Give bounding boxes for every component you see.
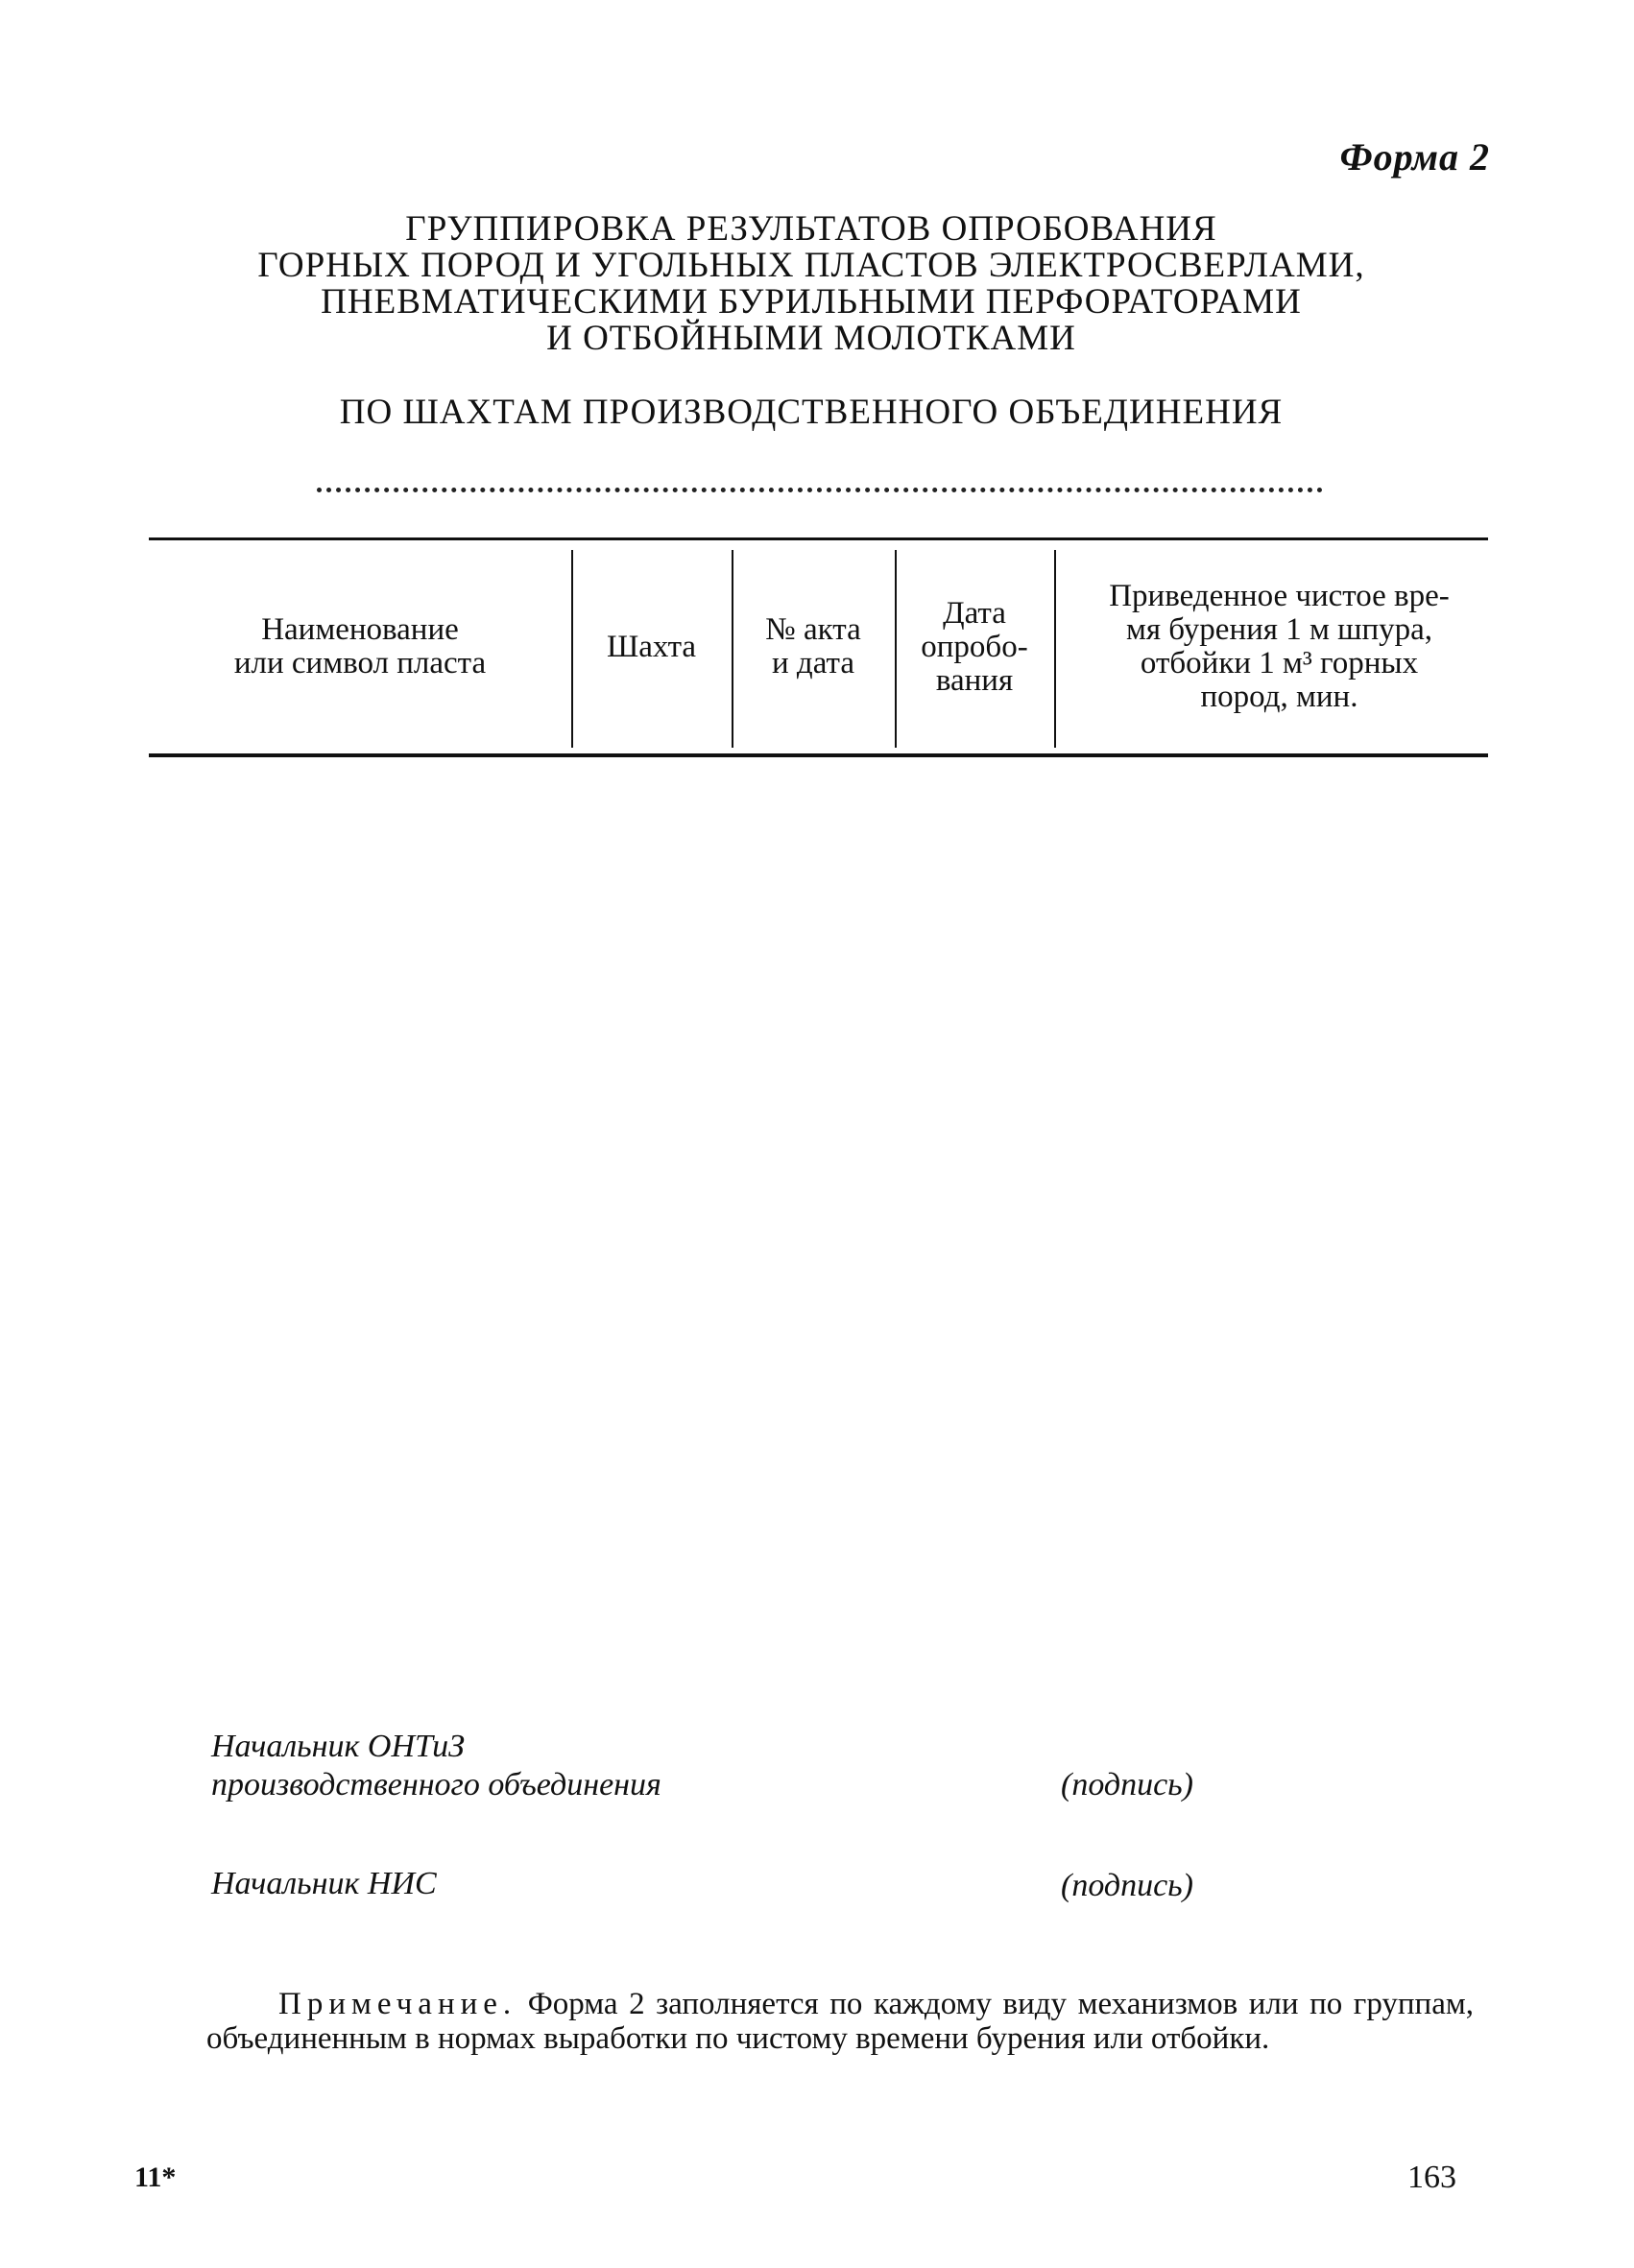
- header-text: Приведенное чистое вре-: [1109, 579, 1450, 613]
- header-text: или символ пласта: [233, 646, 487, 680]
- document-title: [192, 211, 1430, 357]
- fill-in-dotted-line: [317, 488, 1323, 492]
- column-divider: [1054, 550, 1056, 748]
- title-line: ПНЕВМАТИЧЕСКИМИ БУРИЛЬНЫМИ ПЕРФОРАТОРАМИ: [321, 282, 1302, 322]
- header-text: пород, мин.: [1200, 680, 1358, 714]
- header-cell-time: [1070, 550, 1488, 744]
- page-number: 163: [1407, 2160, 1456, 2195]
- header-text: и дата: [772, 646, 854, 680]
- form-table: [149, 537, 1488, 757]
- form-label: Форма 2: [1339, 135, 1490, 179]
- header-text: Наименование: [261, 612, 459, 647]
- document-subtitle: ПО ШАХТАМ ПРОИЗВОДСТВЕННОГО ОБЪЕДИНЕНИЯ: [339, 393, 1284, 432]
- signature-role: Начальник ОНТиЗ: [211, 1729, 465, 1764]
- footnote: [206, 1987, 1474, 2056]
- header-text: вания: [935, 662, 1014, 698]
- header-text: отбойки 1 м³ горных: [1140, 646, 1419, 680]
- note-lead: Примечание.: [278, 1987, 517, 2021]
- header-cell-shakhta: [571, 550, 732, 744]
- onti-title: [211, 1728, 661, 1804]
- title-line: ГРУППИРОВКА РЕЗУЛЬТАТОВ ОПРОБОВАНИЯ: [405, 209, 1217, 249]
- header-cell-date: [895, 550, 1054, 744]
- header-text: Шахта: [606, 629, 697, 664]
- title-line: ГОРНЫХ ПОРОД И УГОЛЬНЫХ ПЛАСТОВ ЭЛЕКТРОСВЕРЛАМИ,: [257, 246, 1365, 285]
- note-text: Форма 2 заполняется по каждому виду механизмов или по группам, объединенным в нормах выработки по чистому времени бурения или отбойки.: [206, 1987, 1474, 2056]
- onti-signature: (подпись): [1061, 1767, 1193, 1802]
- header-text: опробо-: [921, 629, 1028, 664]
- header-text: мя бурения 1 м шпура,: [1125, 612, 1433, 647]
- header-text: № акта: [765, 612, 861, 647]
- header-cell-plast: [149, 550, 571, 744]
- header-text: Дата: [943, 595, 1006, 631]
- header-cell-akt: [732, 550, 895, 744]
- title-line: И ОТБОЙНЫМИ МОЛОТКАМИ: [546, 319, 1076, 358]
- signature-role: производственного объединения: [211, 1767, 661, 1802]
- nis-signature: (подпись): [1061, 1868, 1193, 1903]
- signature-mark: 11*: [134, 2161, 177, 2193]
- nis-title: Начальник НИС: [211, 1866, 437, 1901]
